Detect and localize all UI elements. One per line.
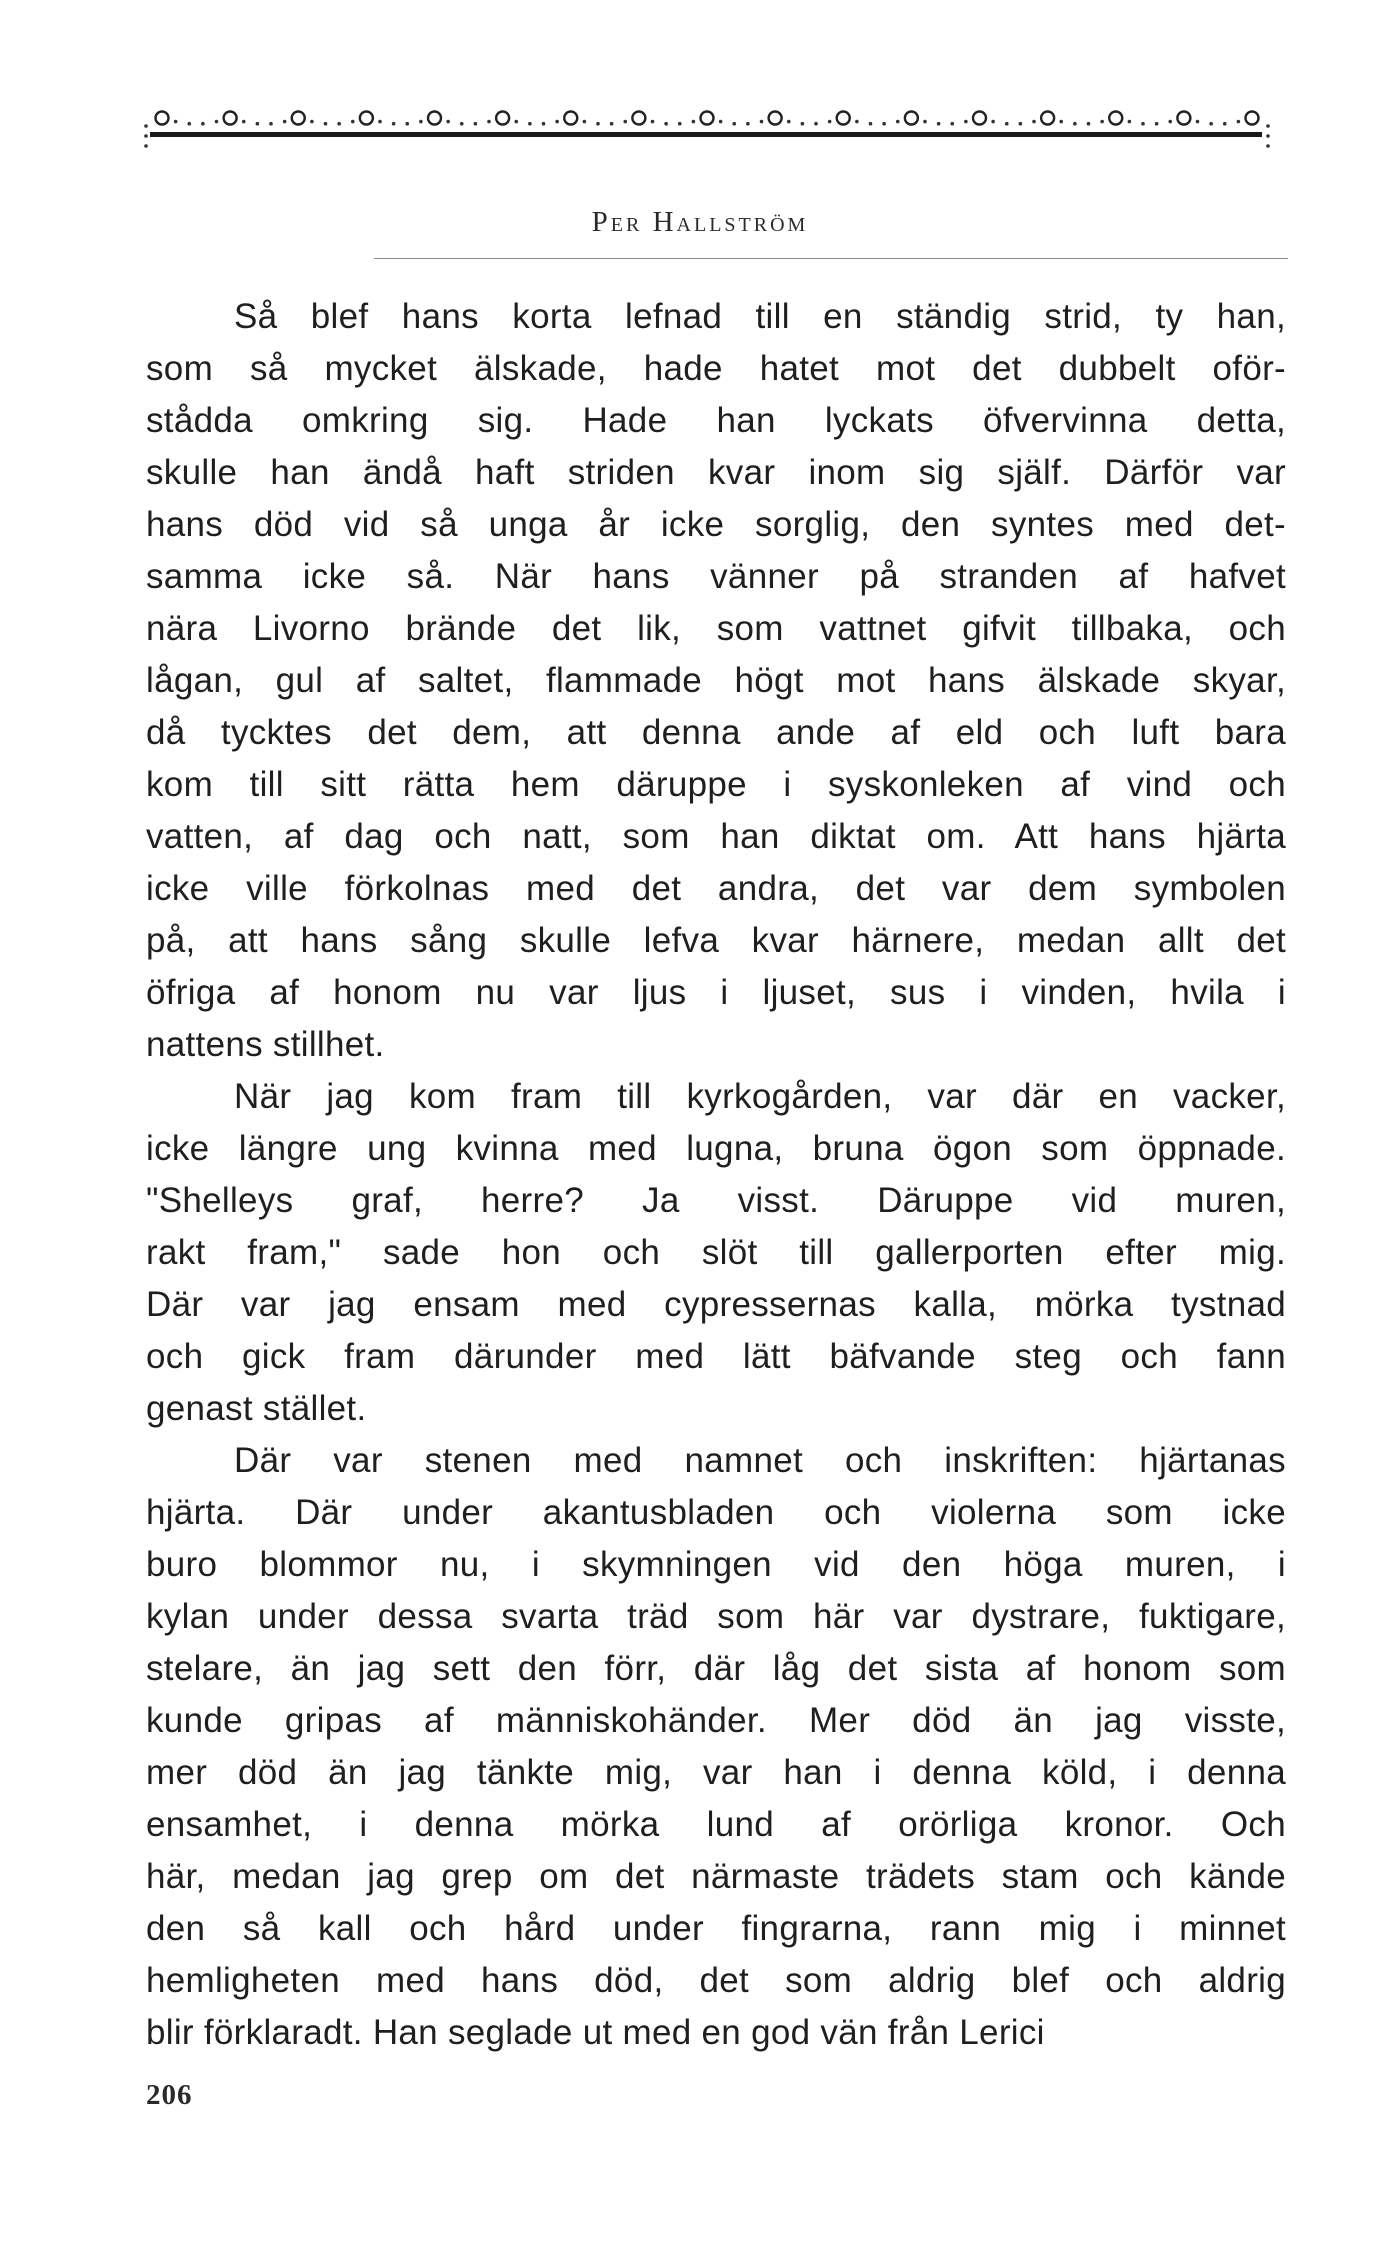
ornament-dot <box>1155 122 1159 126</box>
text-line: samma icke så. När hans vänner på stranden af hafvet <box>146 557 1286 596</box>
text-line: buro blommor nu, i skymningen vid den höga muren, i <box>146 1545 1286 1584</box>
text-line: genast stället. <box>146 1389 367 1428</box>
ornament-dot <box>487 120 491 124</box>
text-line: skulle han ändå haft striden kvar inom sig själf. Därför var <box>146 453 1286 492</box>
ornament-dot <box>351 120 355 124</box>
text-line: Där var stenen med namnet och inskriften: hjärtanas <box>234 1441 1286 1480</box>
ornament-ring <box>905 112 918 125</box>
ornament-ring <box>701 112 714 125</box>
text-line: kom till sitt rätta hem däruppe i syskonleken af vind och <box>146 765 1286 804</box>
ornament-corner-dot <box>1266 134 1270 138</box>
ornament-ring <box>292 112 305 125</box>
ornament-corner-dot <box>144 134 148 138</box>
ornament-ring <box>1109 112 1122 125</box>
ornament-dot <box>1196 120 1200 124</box>
ornament-dot <box>378 120 382 124</box>
text-line: Så blef hans korta lefnad till en ständig strid, ty han, <box>234 297 1286 336</box>
ornament-dot <box>651 120 655 124</box>
running-head: Per Hallström <box>591 206 809 238</box>
text-line: hemligheten med hans död, det som aldrig blef och aldrig <box>146 1961 1286 2000</box>
text-line: på, att hans sång skulle lefva kvar härnere, medan allt det <box>146 921 1286 960</box>
ornament-dot <box>1168 120 1172 124</box>
ornament-dot <box>283 120 287 124</box>
text-line: öfriga af honom nu var ljus i ljuset, sus i vinden, hvila i <box>146 973 1286 1012</box>
ornament-corner-dot <box>144 124 148 128</box>
ornament-dot <box>950 122 954 126</box>
ornament-dot <box>419 120 423 124</box>
ornament-dot <box>923 120 927 124</box>
ornament-ring <box>769 112 782 125</box>
ornament-dot <box>446 120 450 124</box>
ornament-dot <box>664 122 668 126</box>
text-line: då tycktes det dem, att denna ande af eld och luft bara <box>146 713 1286 752</box>
text-line: kunde gripas af människohänder. Mer död än jag visste, <box>146 1701 1286 1740</box>
ornament-ring <box>632 112 645 125</box>
ornament-dot <box>174 120 178 124</box>
text-line: hjärta. Där under akantusbladen och violerna som icke <box>146 1493 1286 1532</box>
ornament-dot <box>1100 120 1104 124</box>
ornament-dot <box>760 120 764 124</box>
ornament-ring <box>973 112 986 125</box>
ornament-ring <box>360 112 373 125</box>
ornament-dot <box>814 122 818 126</box>
ornament-ring <box>1177 112 1190 125</box>
text-line: Där var jag ensam med cypressernas kalla, mörka tystnad <box>146 1285 1286 1324</box>
ornament-dot <box>787 120 791 124</box>
ornament-dot <box>964 120 968 124</box>
header-rule <box>374 258 1288 259</box>
ornament-dot <box>1005 122 1009 126</box>
ornament-dot <box>801 122 805 126</box>
ornament-dot <box>474 122 478 126</box>
ornament-dot <box>719 120 723 124</box>
ornament-dot <box>937 122 941 126</box>
ornament-ring <box>428 112 441 125</box>
ornament-ring <box>837 112 850 125</box>
ornament-dot <box>555 120 559 124</box>
ornament-dot <box>215 120 219 124</box>
ornament-dot <box>324 122 328 126</box>
ornament-dot <box>187 122 191 126</box>
ornament-ring <box>156 112 169 125</box>
ornament-dot <box>1223 122 1227 126</box>
text-line: ensamhet, i denna mörka lund af orörliga kronor. Och <box>146 1805 1286 1844</box>
text-line: här, medan jag grep om det närmaste trädets stam och kände <box>146 1857 1286 1896</box>
ornament-corner-dot <box>144 144 148 148</box>
text-line: vatten, af dag och natt, som han diktat om. Att hans hjärta <box>146 817 1286 856</box>
ornament-dot <box>991 120 995 124</box>
body-text <box>146 291 1286 2059</box>
text-line: som så mycket älskade, hade hatet mot det dubbelt oför- <box>146 349 1286 388</box>
ornament-dot <box>242 120 246 124</box>
text-line: mer död än jag tänkte mig, var han i denna köld, i denna <box>146 1753 1286 1792</box>
ornament-dot <box>1141 122 1145 126</box>
ornament-dot <box>514 120 518 124</box>
ornament-ring <box>224 112 237 125</box>
ornament-dot <box>1019 122 1023 126</box>
text-line: kylan under dessa svarta träd som här var dystrare, fuktigare, <box>146 1597 1286 1636</box>
ornament-dot <box>256 122 260 126</box>
text-line: nära Livorno brände det lik, som vattnet gifvit tillbaka, och <box>146 609 1286 648</box>
ornament-dot <box>337 122 341 126</box>
ornament-rule <box>150 132 1262 137</box>
ornament-dot <box>869 122 873 126</box>
ornament-dot <box>746 122 750 126</box>
ornament-dot <box>623 120 627 124</box>
ornament-dot <box>528 122 532 126</box>
text-line: stelare, än jag sett den förr, där låg det sista af honom som <box>146 1649 1286 1688</box>
text-line: stådda omkring sig. Hade han lyckats öfvervinna detta, <box>146 401 1286 440</box>
ornament-dot <box>201 122 205 126</box>
ornament-ring <box>1041 112 1054 125</box>
ornament-ring <box>1246 112 1259 125</box>
ornament-corner-dot <box>1266 144 1270 148</box>
ornament-dot <box>896 120 900 124</box>
ornament-dot <box>1059 120 1063 124</box>
dotted-chain-ornament <box>142 102 1274 172</box>
text-line: "Shelleys graf, herre? Ja visst. Däruppe vid muren, <box>146 1181 1286 1220</box>
ornament-dot <box>460 122 464 126</box>
ornament-dot <box>610 122 614 126</box>
ornament-dot <box>310 120 314 124</box>
text-line: hans död vid så unga år icke sorglig, den syntes med det- <box>146 505 1286 544</box>
ornament-dot <box>1032 120 1036 124</box>
ornament-dot <box>828 120 832 124</box>
ornament-dot <box>596 122 600 126</box>
text-line: rakt fram," sade hon och slöt till gallerporten efter mig. <box>146 1233 1286 1272</box>
ornament-dot <box>1087 122 1091 126</box>
text-line: och gick fram därunder med lätt bäfvande steg och fann <box>146 1337 1286 1376</box>
text-line: icke ville förkolnas med det andra, det var dem symbolen <box>146 869 1286 908</box>
ornament-dot <box>732 122 736 126</box>
ornament-corner-dot <box>1266 124 1270 128</box>
text-line: lågan, gul af saltet, flammade högt mot hans älskade skyar, <box>146 661 1286 700</box>
ornament-dot <box>1128 120 1132 124</box>
ornament-dot <box>392 122 396 126</box>
ornament-dot <box>542 122 546 126</box>
ornament-dot <box>583 120 587 124</box>
ornament-dot <box>678 122 682 126</box>
ornament-dot <box>1209 122 1213 126</box>
ornament-ring <box>496 112 509 125</box>
ornament-dot <box>855 120 859 124</box>
ornament-dot <box>269 122 273 126</box>
text-line: blir förklaradt. Han seglade ut med en god vän från Lerici <box>146 2013 1045 2052</box>
text-line: När jag kom fram till kyrkogården, var där en vacker, <box>234 1077 1286 1116</box>
ornament-dot <box>1237 120 1241 124</box>
text-line: icke längre ung kvinna med lugna, bruna ögon som öppnade. <box>146 1129 1286 1168</box>
ornament-dot <box>882 122 886 126</box>
ornament-dot <box>405 122 409 126</box>
ornament-ring <box>564 112 577 125</box>
text-line: den så kall och hård under fingrarna, rann mig i minnet <box>146 1909 1286 1948</box>
text-line: nattens stillhet. <box>146 1025 385 1064</box>
page-number: 206 <box>146 2079 193 2111</box>
ornament-dot <box>1073 122 1077 126</box>
ornament-dot <box>692 120 696 124</box>
